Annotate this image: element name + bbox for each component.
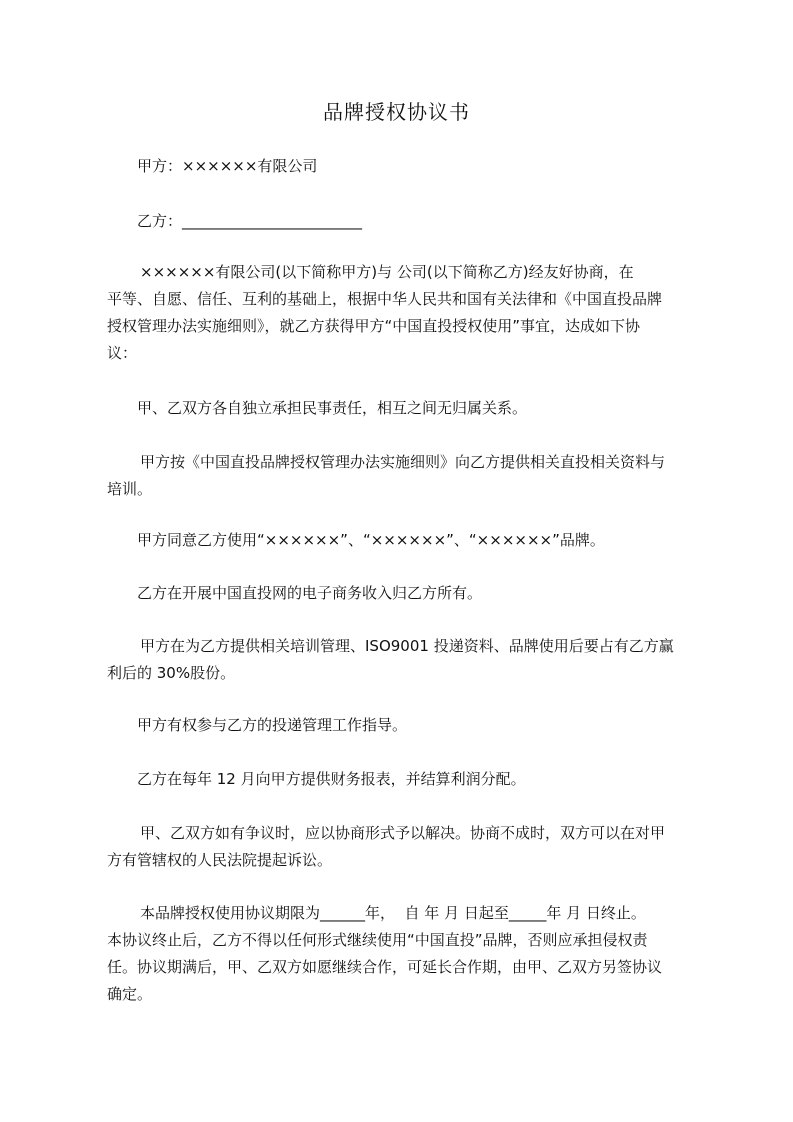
clause-6 xyxy=(137,712,407,739)
clause-7 xyxy=(137,766,526,793)
clause-9 xyxy=(107,900,662,1008)
party-a-text: 甲方：××××××有限公司 xyxy=(137,157,318,175)
clause-3-text: 甲方同意乙方使用“××××××”、“××××××”、“××××××”品牌。 xyxy=(137,531,605,549)
clause-8-line-1: 甲、乙双方如有争议时，应以协商形式予以解决。协商不成时，双方可以在对甲 xyxy=(140,824,666,842)
clause-2 xyxy=(107,449,665,503)
clause-2-line-2: 培训。 xyxy=(107,480,153,498)
document-title: 品牌授权协议书 xyxy=(323,100,470,124)
clause-8 xyxy=(107,820,665,874)
intro-line-3: 授权管理办法实施细则》，就乙方获得甲方“中国直投授权使用”事宜，达成如下协 xyxy=(107,317,641,335)
clause-2-line-1: 甲方按《中国直投品牌授权管理办法实施细则》向乙方提供相关直投相关资料与 xyxy=(140,453,666,471)
clause-1-text: 甲、乙双方各自独立承担民事责任，相互之间无归属关系。 xyxy=(137,399,528,417)
clause-5 xyxy=(107,633,674,687)
clause-8-line-2: 方有管辖权的人民法院提起诉讼。 xyxy=(107,851,333,869)
party-b-line xyxy=(137,208,362,235)
clause-6-text: 甲方有权参与乙方的投递管理工作指导。 xyxy=(137,716,408,734)
clause-4 xyxy=(137,580,482,607)
party-b-text: 乙方：________________________ xyxy=(137,212,363,230)
clause-5-line-2: 利后的 30%股份。 xyxy=(107,664,236,682)
clause-1 xyxy=(137,395,527,422)
clause-7-text: 乙方在每年 12 月向甲方提供财务报表，并结算利润分配。 xyxy=(137,770,526,788)
clause-5-line-1: 甲方在为乙方提供相关培训管理、ISO9001 投递资料、品牌使用后要占有乙方赢 xyxy=(140,637,674,655)
intro-paragraph xyxy=(107,259,662,367)
intro-line-1: ××××××有限公司(以下简称甲方)与 公司(以下简称乙方)经友好协商，在 xyxy=(140,263,634,281)
clause-3 xyxy=(137,527,605,554)
clause-9-line-3: 任。协议期满后，甲、乙双方如愿继续合作，可延长合作期，由甲、乙双方另签协议 xyxy=(107,958,663,976)
clause-9-line-1: 本品牌授权使用协议期限为______年， 自 年 月 日起至_____年 月 日终止。 xyxy=(140,904,646,922)
clause-9-line-2: 本协议终止后，乙方不得以任何形式继续使用“中国直投”品牌，否则应承担侵权责 xyxy=(107,931,648,949)
intro-line-2: 平等、自愿、信任、互利的基础上，根据中华人民共和国有关法律和《中国直投品牌 xyxy=(107,290,663,308)
clause-9-line-4: 确定。 xyxy=(107,985,153,1003)
party-a-line xyxy=(137,153,317,180)
clause-4-text: 乙方在开展中国直投网的电子商务收入归乙方所有。 xyxy=(137,584,483,602)
intro-line-4: 议： xyxy=(107,344,138,362)
